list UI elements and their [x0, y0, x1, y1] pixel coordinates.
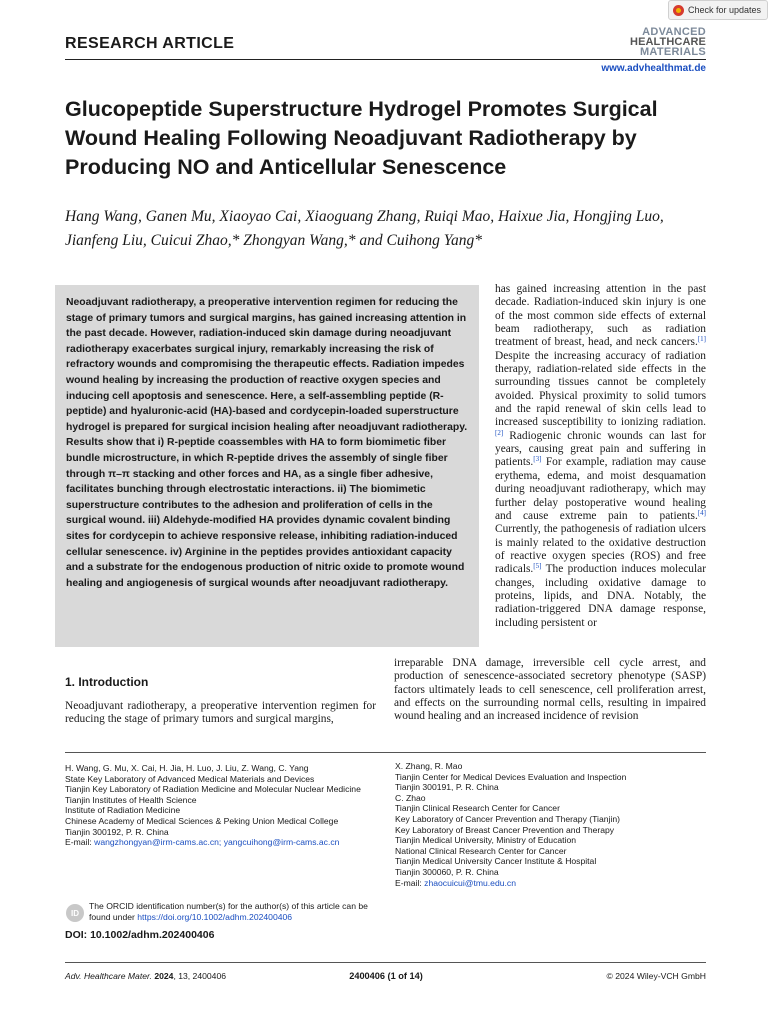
affiliation-line: H. Wang, G. Mu, X. Cai, H. Jia, H. Luo, J. Liu, Z. Wang, C. Yang — [65, 763, 309, 773]
orcid-note — [89, 901, 389, 922]
body-text-continuation: irreparable DNA damage, irreversible cell cycle arrest, and production of senescence-associated secretory phenotype (SASP) factors ultimately leads to cell senescence, cell proliferation arrest, and effects on the surrounding normal cells, resulting in impaired wound healing and an increased incidence of revision — [394, 657, 706, 723]
section-label: RESEARCH ARTICLE — [65, 35, 235, 52]
body-text-segment: The production induces molecular changes, including oxidative damage to proteins, lipids, and DNA. Notably, the radiation-triggered DNA damage response, including persistent or — [495, 563, 706, 629]
journal-logo-line-2: HEALTHCARE — [630, 36, 706, 48]
citation-link[interactable]: [3] — [533, 455, 542, 464]
affiliation-line: Tianjin Medical University Cancer Institute & Hospital — [395, 856, 597, 867]
body-text-segment: Currently, the pathogenesis of radiation ulcers is mainly related to the oxidative destruction of reactive oxygen species (ROS) and free radicals. — [495, 523, 706, 576]
affiliation-block-left — [65, 763, 383, 848]
citation-link[interactable]: [1] — [697, 335, 706, 344]
affiliation-line: Tianjin 300191, P. R. China — [395, 782, 499, 793]
section-heading-introduction: 1. Introduction — [65, 675, 149, 689]
check-for-updates-button[interactable] — [668, 0, 768, 20]
header-divider — [65, 59, 706, 60]
citation-link[interactable]: [4] — [697, 508, 706, 517]
citation-link[interactable]: [2] — [495, 428, 504, 437]
footer-journal-name: Adv. Healthcare Mater. — [65, 971, 152, 981]
affiliation-line: State Key Laboratory of Advanced Medical Materials and Devices — [65, 773, 315, 784]
journal-logo-line-3: MATERIALS — [639, 46, 706, 58]
affiliation-divider — [65, 752, 706, 753]
affiliation-line: Tianjin Institutes of Health Science — [65, 794, 197, 805]
affiliation-line: Tianjin Medical University, Ministry of Education — [395, 835, 577, 846]
abstract-text: Neoadjuvant radiotherapy, a preoperative intervention regimen for reducing the stage of primary tumors and surgical margins, has gained increasing attention in the past decade. However, radiation-induced skin damage during neoadjuvant radiotherapy exacerbates surgical injury, remarkably increasing the risk of refractory wounds and compromising the therapeutic effects. Radiation impedes wound healing by increasing the production of reactive oxygen species and inducing cell apoptosis and senescence. Here, a self-assembling peptide (R-peptide) and hyaluronic-acid (HA)-based and cordycepin-loaded superstructure hydrogel is prepared for surgical incision healing after neoadjuvant radiotherapy. Results show that i) R-peptide coassembles with HA to form biomimetic fiber bundle microstructure, in which R-peptide drives the assembly of single fiber through π–π stacking and other forces and HA, as a single fiber adhesive, facilitates bunching through electrostatic interactions. ii) The biomimetic superstructure contributes to the adhesion and proliferation of cells in the surgical wound. iii) Aldehyde-modified HA provides dynamic covalent binding sites for cordycepin to achieve responsive release, inhibiting radiation-induced cellular senescence. iv) Arginine in the peptides provides antioxidant capacity and a substrate for the endogenous production of nitric oxide to promote wound healing and angiogenesis of surgical wounds after neoadjuvant radiotherapy. — [66, 297, 468, 589]
email-line — [65, 837, 383, 848]
orcid-note-text: The ORCID identification number(s) for the author(s) of this article can be found under — [89, 901, 368, 922]
orcid-icon: ID — [66, 904, 84, 922]
email-line — [395, 878, 706, 889]
body-text-segment: For example, radiation may cause erythema, edema, and moist desquamation during neoadjuvant radiotherapy, which may further delay postoperative wound healing and cause extreme pain to patients. — [495, 456, 706, 522]
affiliation-line: Tianjin Center for Medical Devices Evaluation and Inspection — [395, 771, 627, 782]
affiliation-line: Key Laboratory of Breast Cancer Prevention and Therapy — [395, 824, 615, 835]
body-text-segment: Despite the increasing accuracy of radiation therapy, radiation-related side effects in the surrounding tissues cannot be completely avoided. Physical proximity to solid tumors and the rapid renewal of skin cells lead to increased susceptibility to ionizing radiation. — [495, 349, 706, 429]
footer-copyright: © 2024 Wiley-VCH GmbH — [606, 971, 706, 981]
affiliation-line: C. Zhao — [395, 792, 426, 803]
affiliation-line: Tianjin 300192, P. R. China — [65, 826, 169, 837]
body-text-segment: Radiogenic chronic wounds can last for years, causing great pain and suffering in patients. — [495, 429, 706, 469]
body-text-right-column — [495, 283, 706, 630]
affiliation-line: X. Zhang, R. Mao — [395, 761, 463, 771]
doi-line: DOI: 10.1002/adhm.202400406 — [65, 929, 215, 941]
affiliation-line: Chinese Academy of Medical Sciences & Peking Union Medical College — [65, 815, 339, 826]
footer-volume: , 13, 2400406 — [173, 971, 227, 981]
footer-divider — [65, 962, 706, 963]
journal-logo-line-1: ADVANCED — [642, 26, 706, 38]
article-title: Glucopeptide Superstructure Hydrogel Promotes Surgical Wound Healing Following Neoadjuvant Radiotherapy by Producing NO and Anticellular Senescence — [65, 97, 658, 179]
email-label: E-mail: — [65, 837, 95, 848]
footer-year: 2024 — [154, 971, 174, 981]
check-for-updates-label: Check for updates — [688, 5, 762, 15]
affiliation-line: Institute of Radiation Medicine — [65, 805, 181, 816]
citation-link[interactable]: [5] — [533, 562, 542, 571]
affiliation-line: Key Laboratory of Cancer Prevention and Therapy (Tianjin) — [395, 813, 620, 824]
email-link[interactable]: wangzhongyan@irm-cams.ac.cn; yangcuihong@irm-cams.ac.cn — [94, 837, 340, 848]
journal-logo — [622, 27, 706, 57]
orcid-doi-link[interactable]: https://doi.org/10.1002/adhm.202400406 — [137, 911, 293, 922]
affiliation-line: Tianjin Key Laboratory of Radiation Medicine and Molecular Nuclear Medicine — [65, 784, 361, 795]
footer-page-number: 2400406 (1 of 14) — [349, 971, 423, 981]
email-label: E-mail: — [395, 877, 425, 888]
introduction-text: Neoadjuvant radiotherapy, a preoperative intervention regimen for reducing the stage of primary tumors and surgical margins, — [65, 700, 376, 726]
affiliation-line: National Clinical Research Center for Cancer — [395, 845, 567, 856]
body-text-segment: has gained increasing attention in the past decade. Radiation-induced skin injury is one of the most common side effects of external beam radiotherapy, such as radiation treatment of breast, head, and neck cancers. — [495, 283, 706, 349]
crossmark-icon — [673, 5, 684, 16]
journal-url-link[interactable]: www.advhealthmat.de — [601, 63, 706, 74]
footer-citation — [65, 971, 226, 981]
affiliation-line: Tianjin 300060, P. R. China — [395, 866, 499, 877]
email-link[interactable]: zhaocuicui@tmu.edu.cn — [424, 877, 516, 888]
affiliation-line: Tianjin Clinical Research Center for Cancer — [395, 803, 560, 814]
affiliation-block-right — [395, 761, 706, 888]
author-list: Hang Wang, Ganen Mu, Xiaoyao Cai, Xiaoguang Zhang, Ruiqi Mao, Haixue Jia, Hongjing Luo, Jianfeng Liu, Cuicui Zhao,* Zhongyan Wang,* and Cuihong Yang* — [65, 208, 664, 249]
